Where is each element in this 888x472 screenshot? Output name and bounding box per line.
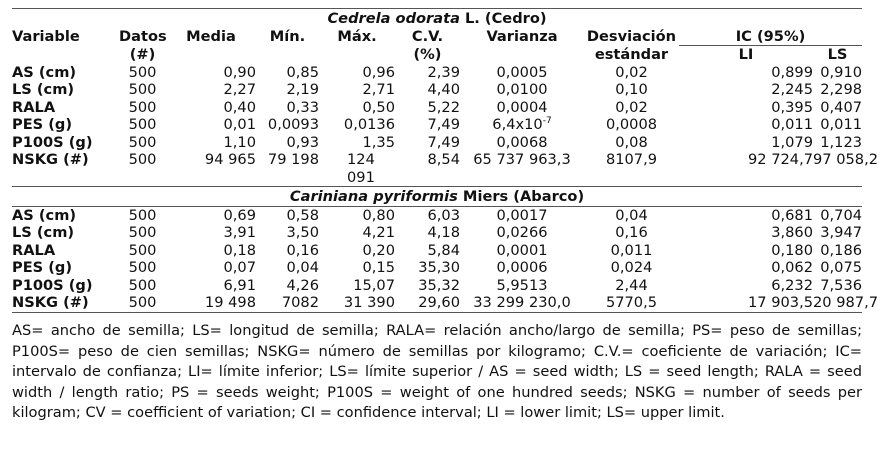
cell-li: 0,011 (771, 116, 813, 133)
cell-desviacion: 8107,9 (584, 151, 679, 187)
cell-media: 0,07 (223, 259, 256, 276)
cell-li: 0,681 (771, 206, 813, 224)
cell-ls: 20 987,7 (813, 294, 878, 311)
table-row (12, 242, 862, 260)
cell-media: 0,40 (223, 98, 256, 116)
cell-max: 0,20 (362, 241, 395, 259)
cell-cv: 7,49 (427, 116, 460, 133)
cell-desviacion: 0,10 (615, 81, 648, 98)
cell-desviacion: 0,16 (615, 224, 648, 241)
cell-datos: 500 (128, 224, 157, 241)
cell-min: 0,33 (286, 98, 319, 116)
table-footnote: AS= ancho de semilla; LS= longitud de semilla; RALA= relación ancho/largo de semilla; PS= peso de semillas; P100S= peso de cien semillas; NSKG= número de semillas por kilogramo; C.V.= coeficiente de variación; IC= intervalo de confianza; LI= límite inferior; LS= límite superior / AS = seed width; LS = seed length; RALA = seed width / length ratio; PS = seeds weight; P100S = weight of one hundred seeds; NSKG = number of seeds per kilogram; CV = coefficient of variation; CI = confidence interval; LI = lower limit; LS= upper limit. (12, 322, 862, 421)
cell-li: 17 903,5 (679, 294, 813, 312)
cell-li: 3,860 (771, 224, 813, 241)
cell-ls: 2,298 (820, 81, 863, 98)
cell-ls: 0,704 (820, 206, 863, 224)
table-row (12, 277, 862, 295)
cell-cv: 8,54 (395, 151, 460, 187)
table-row (12, 294, 862, 312)
cell-ls: 3,947 (820, 224, 863, 241)
cell-varianza: 0,0005 (496, 63, 548, 81)
cell-max: 0,0136 (343, 116, 395, 133)
row-variable: LS (cm) (12, 81, 75, 98)
cell-desviacion: 0,08 (615, 133, 648, 151)
cell-datos: 500 (128, 133, 157, 151)
cell-varianza: 0,0004 (496, 98, 548, 116)
header-max: Máx. (337, 27, 377, 45)
cell-media: 94 965 (166, 151, 256, 187)
header-varianza: Varianza (486, 27, 558, 45)
cell-ls: 97 058,2 (813, 151, 862, 187)
cell-cv: 5,22 (427, 98, 460, 116)
cell-datos: 500 (128, 63, 157, 81)
cell-cv: 4,40 (427, 81, 460, 98)
row-variable: PES (g) (12, 116, 73, 133)
row-variable: AS (cm) (12, 206, 77, 224)
cell-cv: 5,84 (427, 241, 460, 259)
header-ls: LS (827, 46, 848, 63)
cell-media: 6,91 (223, 276, 256, 294)
cell-cv: 4,18 (427, 224, 460, 241)
cell-desviacion: 0,04 (615, 206, 648, 224)
statistics-table-container (12, 8, 878, 313)
cell-cv: 35,32 (418, 276, 460, 294)
row-variable: RALA (12, 98, 56, 116)
cell-varianza: 0,0006 (496, 259, 548, 276)
cell-desviacion: 2,44 (615, 276, 648, 294)
header-datos: Datos (119, 27, 167, 45)
cell-li: 2,245 (771, 81, 813, 98)
header-row-2 (12, 46, 862, 64)
cell-media: 3,91 (223, 224, 256, 241)
cell-ls: 0,075 (820, 259, 863, 276)
cell-varianza: 0,0068 (496, 133, 548, 151)
cell-ls: 0,910 (820, 63, 863, 81)
cell-varianza: 0,0266 (496, 224, 548, 241)
header-min: Mín. (269, 27, 306, 45)
cell-min: 0,93 (286, 133, 319, 151)
cell-media: 2,27 (223, 81, 256, 98)
header-desviacion-2: estándar (594, 46, 669, 63)
header-cv: C.V. (411, 27, 444, 45)
cell-max: 0,96 (362, 63, 395, 81)
cell-desviacion: 0,024 (610, 259, 653, 276)
cell-datos: 500 (128, 81, 157, 98)
cell-desviacion: 0,02 (615, 63, 648, 81)
cell-max: 124 091 (319, 151, 395, 187)
section-title-row (12, 187, 862, 207)
species-name: Cariniana pyriformis (289, 188, 458, 205)
cell-varianza: 0,0017 (496, 206, 548, 224)
cell-varianza: 33 299 230,0 (460, 294, 584, 312)
section-title-row (12, 9, 862, 28)
header-li: LI (738, 46, 754, 63)
header-datos-unit: (#) (129, 46, 156, 63)
cell-max: 15,07 (353, 276, 395, 294)
header-ic-label: IC (95%) (735, 27, 806, 45)
cell-min: 3,50 (286, 224, 319, 241)
row-variable: LS (cm) (12, 224, 75, 241)
cell-datos: 500 (128, 98, 157, 116)
cell-min: 7082 (256, 294, 319, 312)
cell-desviacion: 5770,5 (584, 294, 679, 312)
header-media: Media (186, 27, 236, 45)
cell-media: 1,10 (223, 133, 256, 151)
table-row (12, 151, 862, 187)
table-row (12, 99, 862, 117)
cell-li: 6,232 (771, 276, 813, 294)
cell-varianza (460, 116, 584, 134)
seed-statistics-table (12, 8, 878, 313)
row-variable: AS (cm) (12, 63, 77, 81)
cell-max: 31 390 (319, 294, 395, 312)
cell-datos: 500 (128, 259, 157, 276)
row-variable: P100S (g) (12, 133, 93, 151)
cell-min: 2,19 (286, 81, 319, 98)
header-desviacion: Desviación (586, 27, 677, 45)
species-authority: Miers (Abarco) (457, 188, 585, 205)
cell-datos: 500 (119, 151, 166, 187)
cell-li: 0,899 (771, 63, 813, 81)
cell-media: 0,69 (223, 206, 256, 224)
cell-media: 19 498 (166, 294, 256, 312)
cell-desviacion: 0,011 (610, 241, 653, 259)
header-ic (679, 28, 862, 47)
cell-max: 0,80 (362, 206, 395, 224)
cell-cv: 7,49 (427, 133, 460, 151)
cell-desviacion: 0,0008 (605, 116, 658, 133)
cell-datos: 500 (128, 276, 157, 294)
table-row (12, 81, 862, 99)
row-variable: NSKG (#) (12, 151, 119, 187)
header-cv-unit: (%) (413, 46, 442, 63)
cell-ls: 0,407 (820, 98, 863, 116)
row-variable: PES (g) (12, 259, 73, 276)
species-authority: L. (Cedro) (459, 10, 547, 27)
cell-max: 1,35 (362, 133, 395, 151)
table-row (12, 64, 862, 82)
table-row (12, 206, 862, 224)
header-variable: Variable (12, 27, 80, 45)
table-row (12, 224, 862, 242)
cell-media: 0,18 (223, 241, 256, 259)
cell-ls: 0,011 (820, 116, 863, 133)
row-variable: P100S (g) (12, 276, 93, 294)
cell-max: 0,50 (362, 98, 395, 116)
cell-varianza: 5,9513 (496, 276, 548, 294)
cell-min: 79 198 (256, 151, 319, 187)
row-variable: NSKG (#) (12, 294, 119, 312)
cell-li: 0,180 (771, 241, 813, 259)
cell-max: 0,15 (362, 259, 395, 276)
cell-max: 2,71 (362, 81, 395, 98)
cell-varianza: 0,0001 (496, 241, 548, 259)
cell-ls: 0,186 (820, 241, 863, 259)
cell-max: 4,21 (362, 224, 395, 241)
cell-datos: 500 (119, 294, 166, 312)
cell-min: 4,26 (286, 276, 319, 294)
cell-ls: 1,123 (820, 133, 863, 151)
varianza-exponent: -7 (542, 116, 552, 127)
cell-varianza: 0,0100 (496, 81, 548, 98)
row-variable: RALA (12, 241, 56, 259)
cell-min: 0,16 (286, 241, 319, 259)
cell-min: 0,85 (286, 63, 319, 81)
cell-li: 1,079 (771, 133, 813, 151)
cell-desviacion: 0,02 (615, 98, 648, 116)
cell-li: 0,062 (771, 259, 813, 276)
cell-datos: 500 (128, 116, 157, 133)
table-row (12, 134, 862, 152)
species-name: Cedrela odorata (327, 10, 460, 27)
cell-media: 0,01 (223, 116, 256, 133)
header-row-1 (12, 28, 862, 47)
cell-varianza: 65 737 963,3 (460, 151, 584, 187)
cell-cv: 2,39 (427, 63, 460, 81)
cell-cv: 29,60 (395, 294, 460, 312)
cell-min: 0,0093 (267, 116, 319, 133)
cell-media: 0,90 (223, 63, 256, 81)
cell-ls: 7,536 (820, 276, 863, 294)
cell-datos: 500 (128, 206, 157, 224)
cell-min: 0,58 (286, 206, 319, 224)
cell-cv: 35,30 (418, 259, 460, 276)
table-row (12, 259, 862, 277)
cell-li: 0,395 (771, 98, 813, 116)
cell-cv: 6,03 (427, 206, 460, 224)
cell-datos: 500 (128, 241, 157, 259)
table-row (12, 116, 862, 134)
cell-min: 0,04 (286, 259, 319, 276)
varianza-base: 6,4x10 (492, 116, 543, 133)
cell-li: 92 724,7 (679, 151, 813, 187)
